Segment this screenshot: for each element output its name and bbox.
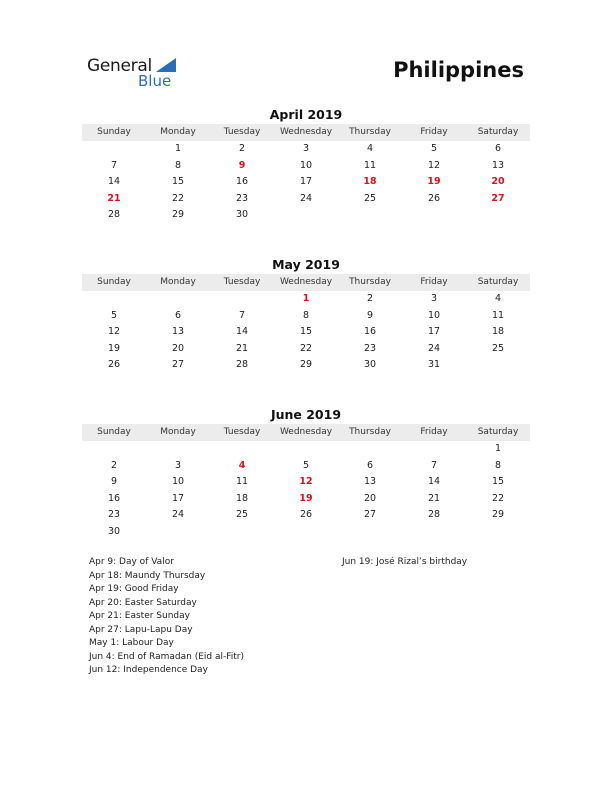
holiday-entry: Jun 4: End of Ramadan (Eid al-Fitr) xyxy=(89,651,244,662)
weekday-header-row xyxy=(82,124,530,141)
day-cell: 28 xyxy=(427,509,441,520)
day-cell xyxy=(466,524,530,541)
weekday-header-row xyxy=(82,274,530,291)
logo-triangle-icon xyxy=(156,58,176,72)
holiday-day-cell: 1 xyxy=(302,293,310,304)
day-cell: 1 xyxy=(174,143,182,154)
weekday-label: Monday xyxy=(160,277,196,287)
month-title: May 2019 xyxy=(272,257,340,272)
day-cell: 10 xyxy=(171,476,185,487)
holiday-day-cell: 19 xyxy=(299,492,313,504)
holiday-list-right-column xyxy=(342,556,542,570)
day-cell xyxy=(338,524,402,541)
day-cell xyxy=(402,524,466,541)
day-cell xyxy=(466,357,530,374)
day-cell: 30 xyxy=(363,359,377,370)
day-cell: 7 xyxy=(238,309,246,321)
day-cell: 13 xyxy=(171,326,185,337)
weekday-label: Monday xyxy=(160,127,196,137)
weekday-label: Tuesday xyxy=(223,277,261,287)
holiday-entry: Apr 27: Lapu-Lapu Day xyxy=(89,624,193,635)
weekday-label: Wednesday xyxy=(279,127,333,137)
weekday-label: Thursday xyxy=(349,427,391,437)
day-cell: 22 xyxy=(491,492,505,504)
weekday-label: Friday xyxy=(420,427,448,437)
day-cell: 23 xyxy=(107,509,121,520)
day-cell xyxy=(402,441,466,458)
day-cell: 2 xyxy=(238,143,246,154)
day-cell: 9 xyxy=(110,476,118,487)
day-cell: 28 xyxy=(235,359,249,370)
day-cell: 5 xyxy=(302,459,310,471)
day-cell xyxy=(146,441,210,458)
day-cell xyxy=(274,441,338,458)
day-cell: 14 xyxy=(107,176,121,187)
day-cell: 16 xyxy=(107,492,121,504)
weekday-label: Wednesday xyxy=(279,277,333,287)
day-cell: 5 xyxy=(110,309,118,321)
day-cell: 3 xyxy=(174,459,182,471)
week-row xyxy=(82,174,530,191)
day-cell: 20 xyxy=(363,492,377,504)
day-cell: 3 xyxy=(302,143,310,154)
holiday-entry: Apr 9: Day of Valor xyxy=(89,557,174,567)
holiday-day-cell: 12 xyxy=(299,476,313,487)
day-cell: 8 xyxy=(494,459,502,471)
holiday-entry: May 1: Labour Day xyxy=(89,638,174,648)
week-row xyxy=(82,458,530,475)
weekday-label: Friday xyxy=(420,277,448,287)
day-cell xyxy=(210,291,274,308)
day-cell: 20 xyxy=(171,342,185,354)
month-calendar xyxy=(82,107,530,224)
day-cell: 26 xyxy=(299,509,313,520)
holiday-day-cell: 19 xyxy=(427,176,441,187)
day-cell: 14 xyxy=(235,326,249,337)
day-cell xyxy=(274,207,338,224)
weekday-label: Saturday xyxy=(477,427,519,437)
day-cell: 7 xyxy=(430,459,438,471)
day-cell: 9 xyxy=(366,309,374,321)
weekday-header-row xyxy=(82,424,530,441)
day-cell: 28 xyxy=(107,209,121,220)
day-cell: 13 xyxy=(491,159,505,171)
day-cell xyxy=(402,207,466,224)
logo-text-blue: Blue xyxy=(138,72,172,90)
day-cell: 24 xyxy=(171,509,185,520)
holiday-day-cell: 4 xyxy=(238,459,246,471)
day-cell: 25 xyxy=(363,192,377,204)
day-cell: 29 xyxy=(171,209,185,220)
week-row xyxy=(82,141,530,158)
day-cell: 10 xyxy=(427,309,441,321)
month-title: June 2019 xyxy=(270,407,342,422)
day-cell: 29 xyxy=(299,359,313,370)
day-cell: 12 xyxy=(427,159,441,171)
day-cell: 15 xyxy=(491,476,505,487)
day-cell: 6 xyxy=(174,309,182,321)
day-cell xyxy=(338,441,402,458)
day-cell: 24 xyxy=(299,192,313,204)
week-row xyxy=(82,357,530,374)
weekday-label: Tuesday xyxy=(223,427,261,437)
week-row xyxy=(82,324,530,341)
day-cell: 5 xyxy=(430,143,438,154)
day-cell: 29 xyxy=(491,509,505,520)
week-row xyxy=(82,341,530,358)
weekday-label: Sunday xyxy=(97,427,131,437)
day-cell: 27 xyxy=(363,509,377,520)
week-row xyxy=(82,291,530,308)
day-cell xyxy=(146,524,210,541)
weekday-label: Thursday xyxy=(349,277,391,287)
week-row xyxy=(82,191,530,208)
day-cell: 18 xyxy=(235,492,249,504)
day-cell: 30 xyxy=(107,525,121,537)
holiday-entry: Apr 20: Easter Saturday xyxy=(89,597,197,608)
day-cell xyxy=(82,141,146,158)
holiday-entry: Jun 12: Independence Day xyxy=(89,665,208,675)
day-cell: 21 xyxy=(235,342,249,354)
day-cell: 21 xyxy=(427,492,441,504)
holiday-day-cell: 18 xyxy=(363,176,377,187)
day-cell: 3 xyxy=(430,293,438,304)
day-cell: 23 xyxy=(235,192,249,204)
day-cell xyxy=(274,524,338,541)
week-row xyxy=(82,491,530,508)
holiday-entry: Jun 19: José Rizal’s birthday xyxy=(342,557,468,567)
day-cell: 10 xyxy=(299,159,313,171)
day-cell: 2 xyxy=(110,459,118,471)
day-cell: 4 xyxy=(366,143,374,154)
day-cell: 30 xyxy=(235,209,249,220)
day-cell xyxy=(210,441,274,458)
weekday-label: Sunday xyxy=(97,277,131,287)
day-cell: 11 xyxy=(363,159,377,171)
month-title: April 2019 xyxy=(269,107,343,122)
weekday-label: Saturday xyxy=(477,277,519,287)
logo-text-general: General xyxy=(87,56,152,76)
day-cell: 23 xyxy=(363,342,377,354)
brand-logo xyxy=(87,56,187,92)
weekday-label: Thursday xyxy=(349,127,391,137)
day-cell: 8 xyxy=(302,309,310,321)
day-cell: 25 xyxy=(491,342,505,354)
day-cell: 1 xyxy=(494,443,502,454)
weekday-label: Tuesday xyxy=(223,127,261,137)
day-cell: 15 xyxy=(299,326,313,337)
day-cell: 15 xyxy=(171,176,185,187)
holiday-day-cell: 20 xyxy=(491,176,505,187)
month-calendar xyxy=(82,407,530,540)
day-cell xyxy=(82,291,146,308)
day-cell xyxy=(146,291,210,308)
day-cell: 24 xyxy=(427,342,441,354)
week-row xyxy=(82,207,530,224)
holiday-entry: Apr 21: Easter Sunday xyxy=(89,611,190,621)
holiday-entry: Apr 19: Good Friday xyxy=(89,584,179,594)
day-cell: 19 xyxy=(107,342,121,354)
holiday-entry: Apr 18: Maundy Thursday xyxy=(89,570,206,581)
weekday-label: Wednesday xyxy=(279,427,333,437)
day-cell: 2 xyxy=(366,293,374,304)
weekday-label: Sunday xyxy=(97,127,131,137)
day-cell: 7 xyxy=(110,159,118,171)
day-cell: 27 xyxy=(171,359,185,370)
holiday-list-left-column xyxy=(89,556,339,678)
day-cell: 16 xyxy=(235,176,249,187)
day-cell: 16 xyxy=(363,326,377,337)
day-cell xyxy=(466,207,530,224)
weekday-label: Friday xyxy=(420,127,448,137)
weekday-label: Monday xyxy=(160,427,196,437)
day-cell: 22 xyxy=(171,192,185,204)
day-cell: 11 xyxy=(491,309,505,321)
day-cell: 22 xyxy=(299,342,313,354)
day-cell: 6 xyxy=(366,459,374,471)
week-row xyxy=(82,158,530,175)
weekday-label: Saturday xyxy=(477,127,519,137)
week-row xyxy=(82,308,530,325)
day-cell: 4 xyxy=(494,293,502,304)
country-title: Philippines xyxy=(393,58,524,82)
day-cell: 13 xyxy=(363,476,377,487)
day-cell: 17 xyxy=(427,326,441,337)
day-cell: 14 xyxy=(427,476,441,487)
day-cell: 11 xyxy=(235,476,249,487)
day-cell: 8 xyxy=(174,159,182,171)
week-row xyxy=(82,474,530,491)
day-cell: 17 xyxy=(171,492,185,504)
holiday-day-cell: 21 xyxy=(107,192,121,204)
holiday-day-cell: 9 xyxy=(238,159,246,171)
month-calendar xyxy=(82,257,530,374)
day-cell: 17 xyxy=(299,176,313,187)
day-cell: 6 xyxy=(494,143,502,154)
day-cell: 31 xyxy=(427,359,441,370)
day-cell: 12 xyxy=(107,326,121,337)
day-cell: 26 xyxy=(427,192,441,204)
day-cell xyxy=(210,524,274,541)
day-cell: 18 xyxy=(491,326,505,337)
day-cell xyxy=(338,207,402,224)
week-row xyxy=(82,441,530,458)
week-row xyxy=(82,507,530,524)
day-cell xyxy=(82,441,146,458)
day-cell: 25 xyxy=(235,509,249,520)
day-cell: 26 xyxy=(107,359,121,370)
holiday-day-cell: 27 xyxy=(491,192,505,204)
week-row xyxy=(82,524,530,541)
